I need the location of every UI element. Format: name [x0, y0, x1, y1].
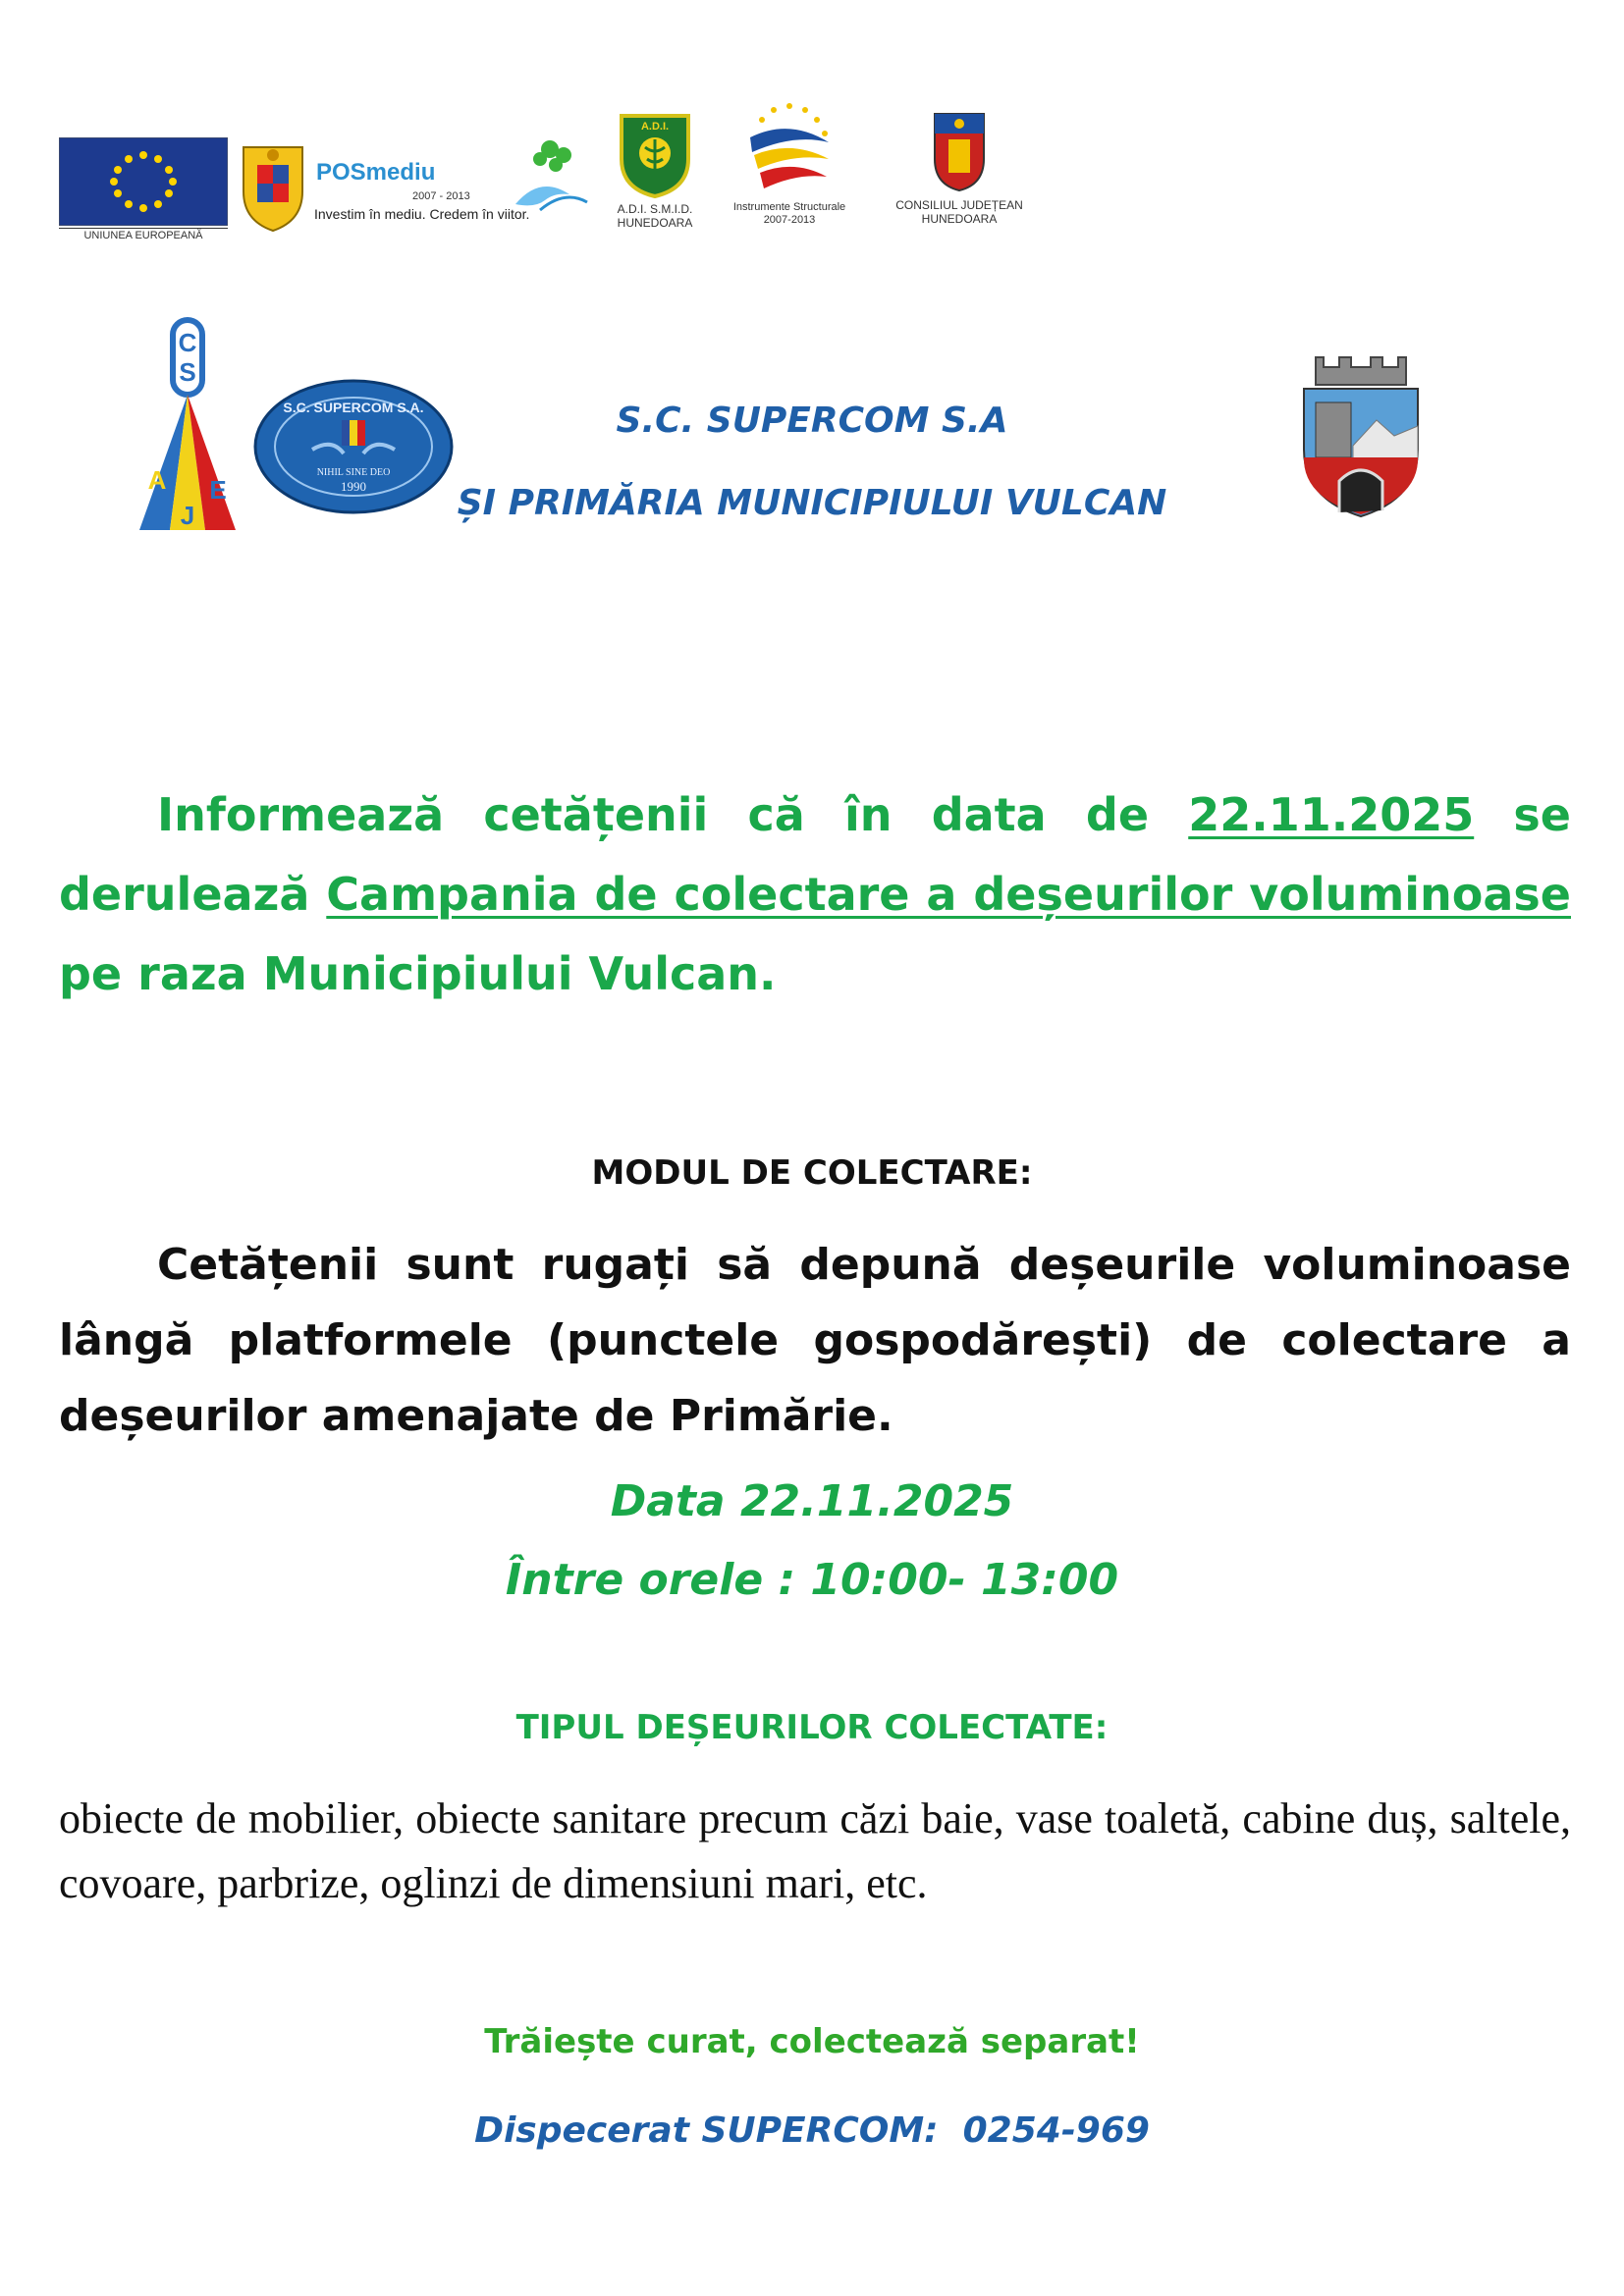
posmediu-years: 2007 - 2013: [412, 190, 470, 202]
intro-part-3: pe raza Municipiului Vulcan.: [59, 947, 777, 1000]
intro-part-1: Informează cetățenii că în data de: [157, 788, 1189, 841]
adi-shield-icon: [618, 110, 692, 198]
adi-smid-logo: [601, 110, 709, 233]
mode-heading: MODUL DE COLECTARE:: [591, 1153, 1033, 1193]
dispatch-phone: Dispecerat SUPERCOM: 0254-969: [474, 2110, 1150, 2151]
posmediu-slogan: Investim în mediu. Credem în viitor.: [314, 206, 530, 222]
adi-caption-2: HUNEDOARA: [617, 216, 693, 230]
types-heading: TIPUL DEȘEURILOR COLECTATE:: [515, 1708, 1109, 1747]
clover-hand-icon: [511, 135, 589, 214]
schedule-date: Data 22.11.2025: [610, 1476, 1014, 1526]
consiliul-judetean-logo: [895, 110, 1023, 233]
footer-slogan: Trăiește curat, colectează separat!: [484, 2022, 1140, 2061]
cs-letter-a: A: [147, 465, 167, 495]
schedule-hours: Între orele : 10:00- 13:00: [505, 1555, 1119, 1605]
mode-paragraph: [59, 1227, 1571, 1454]
posmediu-logo: [314, 135, 591, 243]
intro-paragraph: [59, 775, 1571, 1014]
header-line-2: ȘI PRIMĂRIA MUNICIPIULUI VULCAN: [457, 483, 1167, 523]
cj-caption-2: HUNEDOARA: [921, 212, 998, 226]
instr-caption-2: 2007-2013: [763, 214, 816, 226]
cs-letter-e: E: [209, 475, 227, 505]
types-text: obiecte de mobilier, obiecte sanitare precum căzi baie, vase toaletă, cabine duș, saltele, covoare, parbrize, oglinzi de dimensiuni mari, etc.: [59, 1794, 1571, 1907]
cs-letter-s: S: [179, 357, 196, 387]
campaign-date: 22.11.2025: [1188, 788, 1475, 841]
hunedoara-coat-of-arms-icon: [931, 110, 988, 192]
adi-badge-text: A.D.I.: [640, 121, 670, 133]
supercom-seal-motto: NIHIL SINE DEO: [316, 467, 391, 478]
campaign-name: Campania de colectare a deșeurilor voluminoase: [326, 868, 1571, 921]
supercom-seal-top-text: S.C. SUPERCOM S.A.: [283, 400, 424, 415]
header-line-1: S.C. SUPERCOM S.A: [616, 400, 1008, 441]
romania-coat-of-arms-icon: [234, 137, 312, 236]
instrumente-structurale-logo: [729, 98, 850, 231]
cs-letter-j: J: [180, 501, 195, 530]
adi-caption-1: A.D.I. S.M.I.D.: [617, 202, 693, 216]
eu-caption: UNIUNEA EUROPEANĂ: [59, 228, 228, 243]
eu-flag-icon: [59, 137, 228, 226]
instr-caption-1: Instrumente Structurale: [732, 201, 846, 213]
cs-letter-c: C: [178, 328, 197, 357]
eu-flag-logo: [59, 137, 228, 251]
mode-text: Cetățenii sunt rugați să depună deșeurile voluminoase lângă platformele (punctele gospodărești) de colectare a deșeurilor amenajate de Primărie.: [59, 1240, 1571, 1441]
supercom-seal-year: 1990: [341, 479, 366, 494]
cj-caption-1: CONSILIUL JUDEȚEAN: [895, 198, 1023, 212]
intro-part-2: se derulează: [59, 788, 1572, 921]
instrumente-arcs-icon: [740, 98, 839, 196]
posmediu-name: POSmediu: [316, 159, 436, 186]
